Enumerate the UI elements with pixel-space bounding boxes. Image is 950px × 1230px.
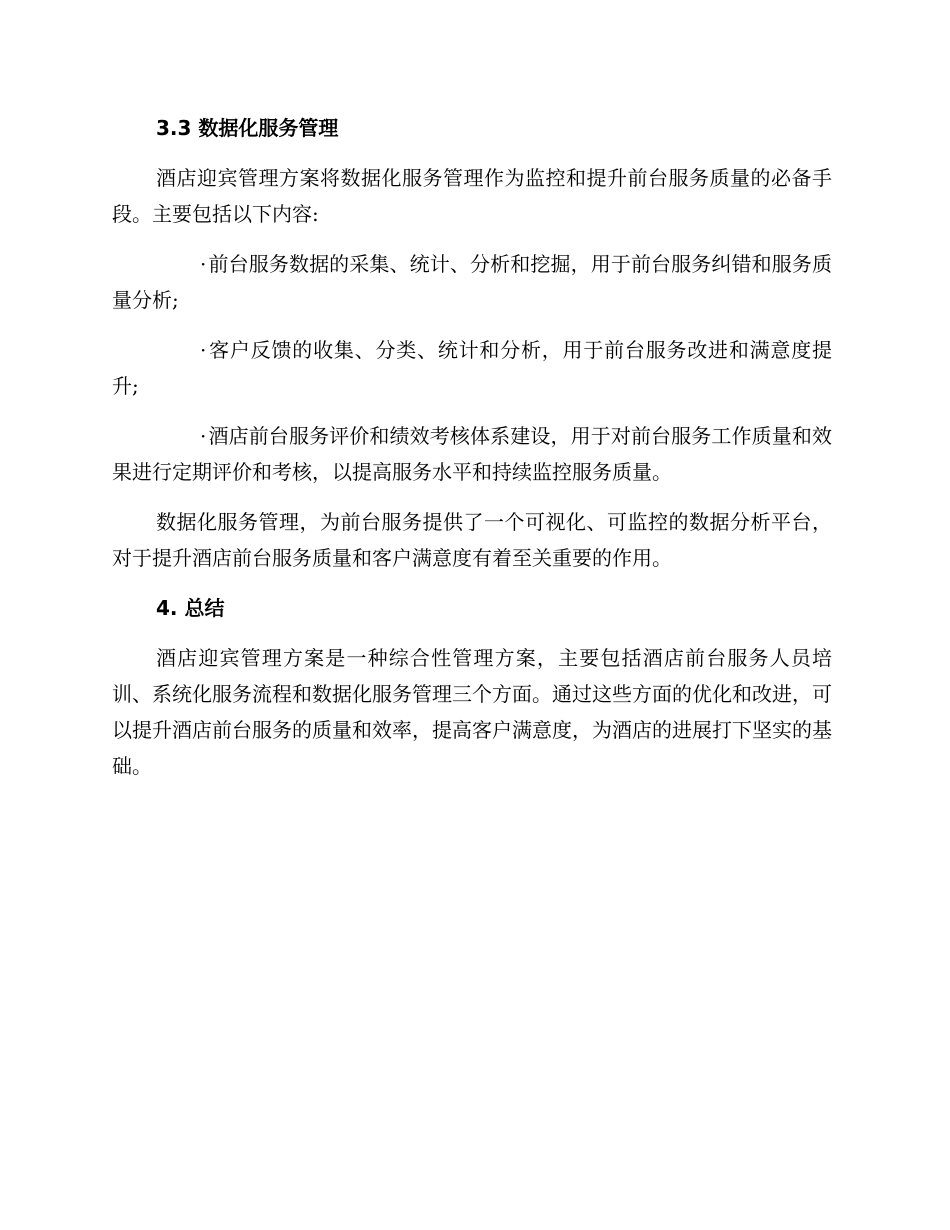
- summary-paragraph: 酒店迎宾管理方案是一种综合性管理方案，主要包括酒店前台服务人员培训、系统化服务流程和数据化服务管理三个方面。通过这些方面的优化和改进，可以提升酒店前台服务的质量和效率，提高客户满意度，为酒店的进展打下坚实的基础。: [112, 646, 832, 778]
- document-body: [112, 110, 832, 798]
- bullet-item-evaluation-system: [112, 418, 832, 490]
- bullet-text: 前台服务数据的采集、统计、分析和挖掘，用于前台服务纠错和服务质量分析;: [112, 252, 832, 312]
- bullet-dot-icon: ·: [200, 252, 207, 276]
- closing-paragraph: 数据化服务管理，为前台服务提供了一个可视化、可监控的数据分析平台，对于提升酒店前台服务质量和客户满意度有着至关重要的作用。: [112, 510, 832, 570]
- bullet-text: 酒店前台服务评价和绩效考核体系建设，用于对前台服务工作质量和效果进行定期评价和考核，以提高服务水平和持续监控服务质量。: [112, 424, 832, 484]
- bullet-item-data-collection: [112, 246, 832, 318]
- bullet-dot-icon: ·: [200, 424, 207, 448]
- section-heading-3-3: 3.3 数据化服务管理: [156, 116, 339, 140]
- intro-paragraph: 酒店迎宾管理方案将数据化服务管理作为监控和提升前台服务质量的必备手段。主要包括以下内容:: [112, 166, 832, 226]
- bullet-item-customer-feedback: [112, 332, 832, 404]
- bullet-text: 客户反馈的收集、分类、统计和分析，用于前台服务改进和满意度提升;: [112, 338, 832, 398]
- section-heading-4: 4. 总结: [156, 596, 225, 620]
- bullet-dot-icon: ·: [200, 338, 207, 362]
